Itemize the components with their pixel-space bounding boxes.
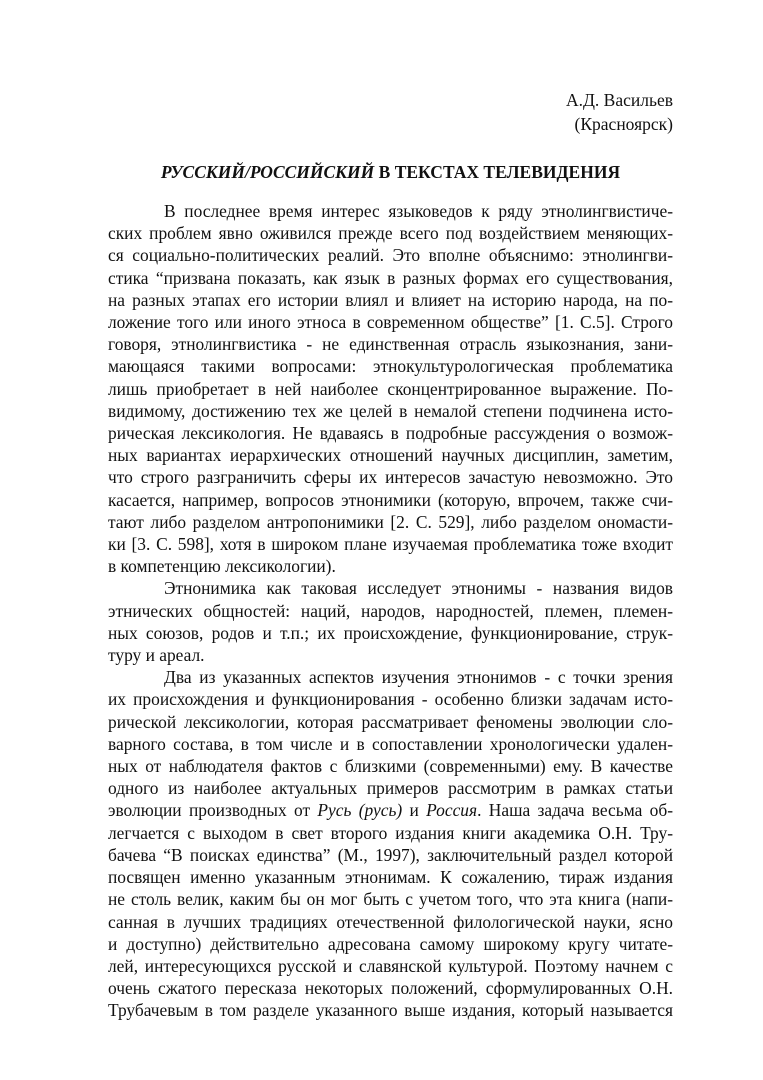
- text-fragment: эволюции производных от: [108, 800, 318, 821]
- text-line: не столь велик, каким бы он мог быть с учетом того, что эта книга (напи-: [108, 889, 673, 910]
- text-line: рической лексикологии, которая рассматривает феномены эволюции сло-: [108, 711, 673, 732]
- paragraph-3: [108, 666, 673, 1021]
- text-line: туру и ареал.: [108, 645, 205, 666]
- text-line: этнических общностей: наций, народов, народностей, племен, племен-: [108, 600, 673, 621]
- text-fragment: и: [402, 800, 427, 821]
- text-line: их происхождения и функционирования - особенно близки задачам исто-: [108, 689, 673, 710]
- text-line: легчается с выходом в свет второго издания книги академика О.Н. Тру-: [108, 822, 673, 843]
- text-line: посвящен именно указанным этнонимам. К сожалению, тираж издания: [108, 867, 673, 888]
- article-title: [108, 160, 673, 184]
- text-line: варного состава, в том числе и в сопоставлении хронологически удален-: [108, 733, 673, 754]
- text-line: ных союзов, родов и т.п.; их происхождение, функционирование, струк-: [108, 622, 673, 643]
- author-name: А.Д. Васильев: [565, 90, 673, 110]
- text-line: ных вариантах иерархических отношений научных дисциплин, заметим,: [108, 445, 673, 466]
- text-line: одного из наиболее актуальных примеров рассмотрим в рамках статьи: [108, 778, 673, 799]
- text-line: Этнонимика как таковая исследует этнонимы - названия видов: [164, 578, 673, 599]
- text-line: лишь приобретает в ней наиболее сконцентрированное выражение. По-: [108, 378, 673, 399]
- text-line: тают либо разделом антропонимики [2. С. 529], либо разделом ономасти-: [108, 511, 673, 532]
- text-line: [108, 799, 673, 821]
- text-line: ся социально-политических реалий. Это вполне объяснимо: этнолингви-: [108, 245, 673, 266]
- text-line: Два из указанных аспектов изучения этнонимов - с точки зрения: [164, 667, 673, 688]
- text-line: говоря, этнолингвистика - не единственная отрасль языкознания, зани-: [108, 334, 673, 355]
- text-line: стика “призвана показать, как язык в разных формах его существования,: [108, 267, 673, 288]
- text-line: ных от наблюдателя фактов с близкими (современными) ему. В качестве: [108, 756, 673, 777]
- text-line: санная в лучших традициях отечественной филологической науки, ясно: [108, 911, 673, 932]
- text-line: ки [3. С. 598], хотя в широком плане изучаемая проблематика тоже входит: [108, 534, 673, 555]
- page: [108, 88, 673, 1022]
- text-line: в компетенцию лексикологии).: [108, 556, 336, 577]
- text-line: ложение того или иного этноса в современном обществе” [1. С.5]. Строго: [108, 312, 673, 333]
- paragraph-2: [108, 577, 673, 666]
- title-italic-part: РУССКИЙ/РОССИЙСКИЙ: [160, 162, 375, 182]
- text-line: рическая лексикология. Не вдаваясь в подробные рассуждения о возмож-: [108, 423, 673, 444]
- text-line: Трубачевым в том разделе указанного выше издания, который называется: [108, 1000, 673, 1021]
- text-line: на разных этапах его истории влиял и влияет на историю народа, на по-: [108, 289, 673, 310]
- text-line: ских проблем явно оживился прежде всего под воздействием меняющих-: [108, 223, 673, 244]
- title-rest: В ТЕКСТАХ ТЕЛЕВИДЕНИЯ: [374, 162, 621, 182]
- text-line: очень сжатого пересказа некоторых положений, сформулированных О.Н.: [108, 978, 673, 999]
- text-line: касается, например, вопросов этнонимики (которую, впрочем, также счи-: [108, 489, 673, 510]
- italic-term: Россия: [426, 800, 478, 821]
- text-line: лей, интересующихся русской и славянской культурой. Поэтому начнем с: [108, 955, 673, 976]
- text-line: и доступно) действительно адресована самому широкому кругу читате-: [108, 933, 673, 954]
- author-city: (Красноярск): [574, 114, 673, 134]
- text-line: видимому, достижению тех же целей в немалой степени подчинена исто-: [108, 400, 673, 421]
- text-line: что строго разграничить сферы их интересов зачастую невозможно. Это: [108, 467, 673, 488]
- paragraph-1: [108, 200, 673, 577]
- italic-term: Русь (русь): [317, 800, 403, 821]
- text-line: мающаяся такими вопросами: этнокультурологическая проблематика: [108, 356, 673, 377]
- text-line: бачева “В поисках единства” (М., 1997), заключительный раздел которой: [108, 844, 673, 865]
- text-fragment: . Наша задача весьма об-: [477, 800, 673, 821]
- author-block: [108, 88, 673, 136]
- text-line: В последнее время интерес языковедов к ряду этнолингвистиче-: [164, 201, 673, 221]
